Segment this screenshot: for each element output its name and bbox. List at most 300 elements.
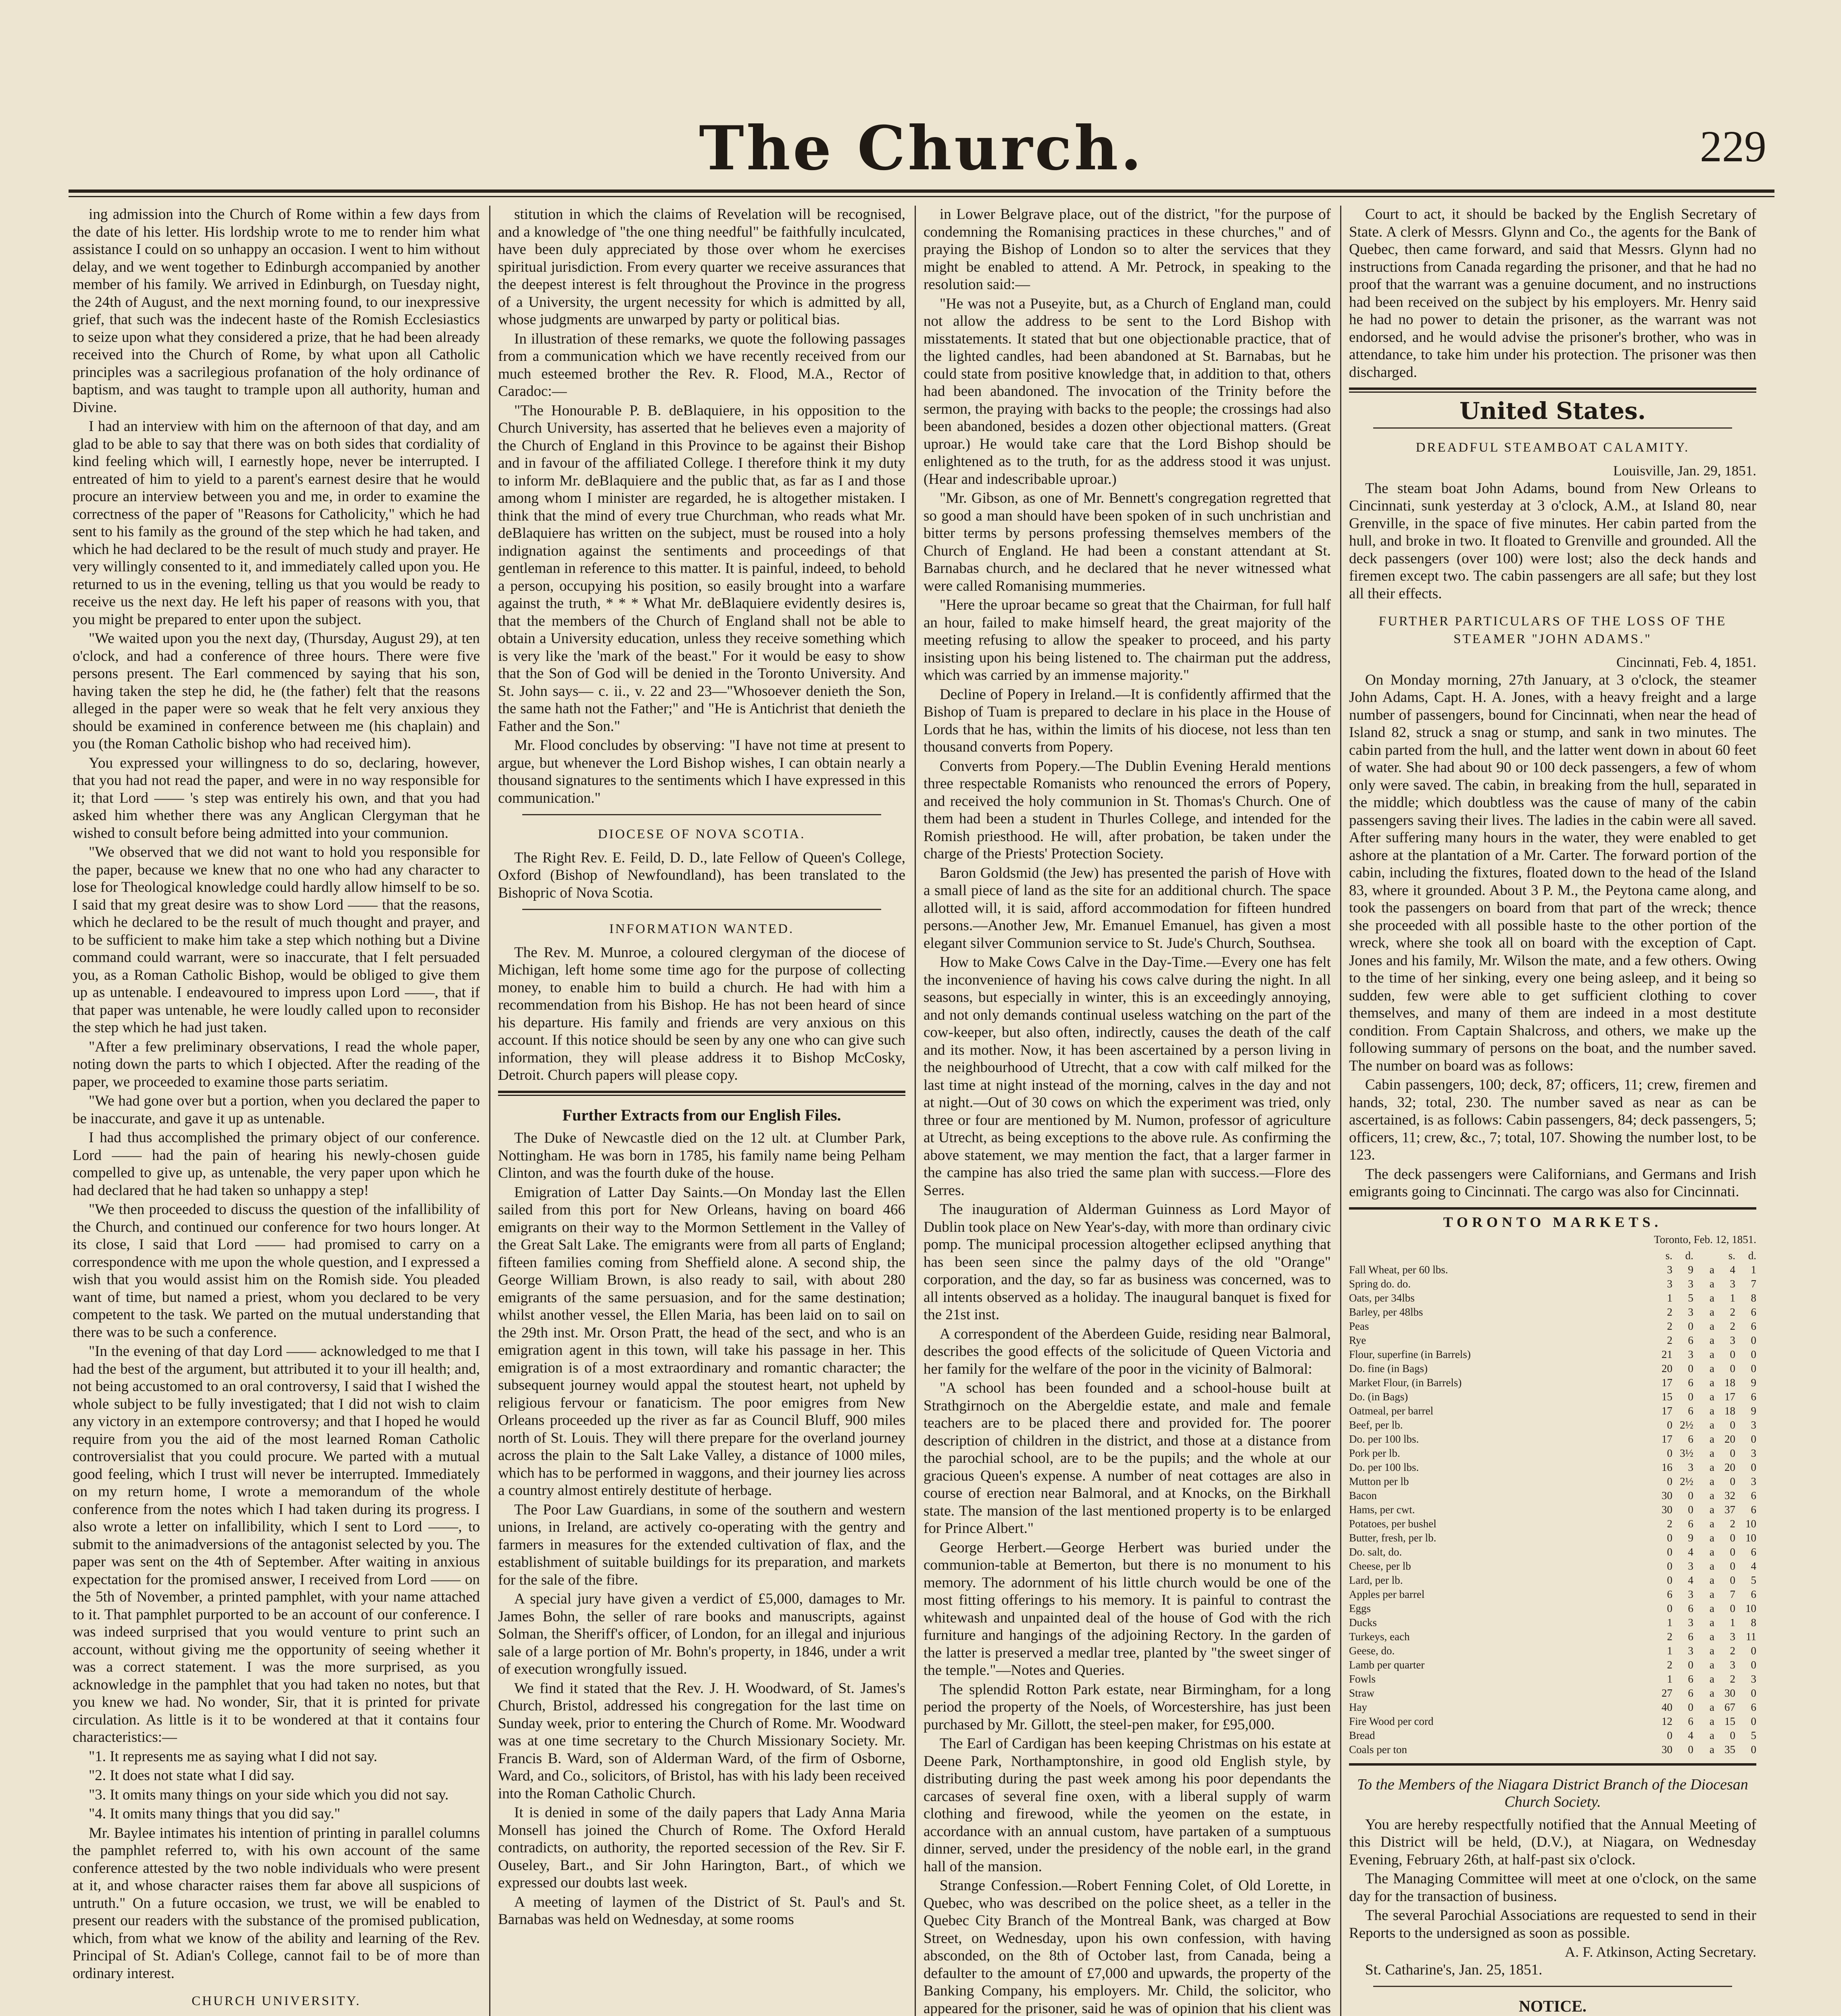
markets-unit: s. xyxy=(1665,1249,1672,1262)
market-price: a xyxy=(1710,1630,1714,1643)
market-price: 6 xyxy=(1688,1687,1693,1699)
market-price: 30 xyxy=(1662,1743,1672,1756)
markets-table xyxy=(1349,1249,1756,1757)
market-price: 0 xyxy=(1688,1658,1693,1671)
market-price: a xyxy=(1710,1418,1714,1431)
market-price: 6 xyxy=(1751,1320,1756,1332)
market-price: 4 xyxy=(1688,1729,1693,1741)
market-price: 4 xyxy=(1751,1560,1756,1572)
market-price: 0 xyxy=(1751,1334,1756,1346)
article-paragraph: stitution in which the claims of Revelation will be recognised, and a knowledge of "the one thing needful" be faithfully inculcated, have been duly appreciated by those over whom he exercises spiritual jurisdiction. From every quarter we receive assurances that the deepest interest is felt throughout the Province in the progress of a University, the urgent necessity for which is admitted by all, whose judgments are unwarped by party or political bias. xyxy=(498,206,905,328)
market-price: 0 xyxy=(1667,1447,1672,1459)
market-price: 0 xyxy=(1751,1433,1756,1445)
market-price: a xyxy=(1710,1574,1714,1586)
article-paragraph: A correspondent of the Aberdeen Guide, residing near Balmoral, describes the good effects of the solicitude of Queen Victoria and her family for the welfare of the poor in the vicinity of Balmoral: xyxy=(924,1325,1331,1377)
market-price: 1 xyxy=(1730,1291,1735,1304)
market-price: 0 xyxy=(1688,1503,1693,1516)
table-row xyxy=(1349,1333,1756,1347)
dateline: St. Catharine's, Jan. 25, 1851. xyxy=(1365,1961,1543,1978)
table-row xyxy=(1349,1362,1756,1376)
newspaper-title: The Church. xyxy=(699,113,1144,184)
signature: A. F. Atkinson, Acting Secretary. xyxy=(1565,1944,1756,1960)
market-price: 2 xyxy=(1667,1517,1672,1530)
article-paragraph: We find it stated that the Rev. J. H. Woodward, of St. James's Church, Bristol, addressed his congregation for the last time on Sunday week, prior to entering the Church of Rome. Mr. Woodward was at one time secretary to the Church Missionary Society. Mr. Francis B. Ward, son of Alderman Ward, of the firm of Osborne, Ward, and Co., solicitors, of Bristol, has with his lady been received into the Roman Catholic Church. xyxy=(498,1680,905,1802)
markets-unit xyxy=(1693,1249,1714,1263)
market-item: Cheese, per lb xyxy=(1349,1560,1411,1572)
market-item: Fowls xyxy=(1349,1672,1376,1685)
market-price: 0 xyxy=(1688,1701,1693,1713)
market-item: Barley, per 48lbs xyxy=(1349,1306,1423,1318)
divider xyxy=(522,814,881,815)
markets-title: TORONTO MARKETS. xyxy=(1443,1214,1662,1230)
market-price: a xyxy=(1710,1517,1714,1530)
divider xyxy=(522,909,881,910)
market-price: 3 xyxy=(1751,1418,1756,1431)
column-4 xyxy=(1349,206,1756,2016)
article-paragraph: A meeting of laymen of the District of St. Paul's and St. Barnabas was held on Wednesday, at some rooms xyxy=(498,1893,905,1928)
market-item: Do. (in Bags) xyxy=(1349,1390,1408,1403)
article-paragraph: You expressed your willingness to do so, declaring, however, that you had not read the paper, and were in no way responsible for it; that Lord —— 's step was entirely his own, and that you had asked him whether there was any Anglican Clergyman that he wished to consult before being admitted into your communion. xyxy=(73,754,480,841)
page-number: 229 xyxy=(1700,122,1766,171)
section-heading: Further Extracts from our English Files. xyxy=(562,1106,841,1124)
market-price: 4 xyxy=(1688,1545,1693,1558)
market-price: a xyxy=(1710,1277,1714,1290)
table-row xyxy=(1349,1531,1756,1545)
table-row xyxy=(1349,1291,1756,1305)
market-price: 0 xyxy=(1730,1729,1735,1741)
table-row xyxy=(1349,1644,1756,1658)
article-paragraph: Baron Goldsmid (the Jew) has presented the parish of Hove with a small piece of land as the site for an additional church. The space allotted will, it is said, afford accommodation for fifteen hundred persons.—Another Jew, Mr. Emanuel Emanuel, has given a most elegant silver Communion service to St. Jude's Church, Southsea. xyxy=(924,864,1331,952)
divider xyxy=(1349,1207,1756,1210)
market-item: Do. fine (in Bags) xyxy=(1349,1362,1428,1375)
market-price: a xyxy=(1710,1404,1714,1417)
market-price: 3 xyxy=(1688,1461,1693,1473)
market-price: 7 xyxy=(1751,1277,1756,1290)
market-price: 8 xyxy=(1751,1291,1756,1304)
market-price: a xyxy=(1710,1616,1714,1629)
market-price: 37 xyxy=(1724,1503,1735,1516)
market-price: a xyxy=(1710,1672,1714,1685)
market-price: 0 xyxy=(1667,1729,1672,1741)
column-divider xyxy=(489,206,490,2016)
market-price: 0 xyxy=(1751,1362,1756,1375)
market-price: 18 xyxy=(1724,1376,1735,1389)
market-price: a xyxy=(1710,1390,1714,1403)
market-item: Oats, per 34lbs xyxy=(1349,1291,1415,1304)
table-row xyxy=(1349,1686,1756,1700)
market-price: 1 xyxy=(1730,1616,1735,1629)
table-row xyxy=(1349,1616,1756,1630)
article-paragraph: "He was not a Puseyite, but, as a Church of England man, could not allow the address to be sent to the Lord Bishop with misstatements. It stated that but one objectionable practice, that of the lighted candles, had been abandoned at St. Barnabas, but he could state from positive knowledge that, in addition to that, others had been abandoned. The invocation of the Trinity before the sermon, the praying with backs to the people; the crossings had also been abandoned, besides a dozen other objectional matters. (Great uproar.) He would take care that the Lord Bishop should be enlightened as to the truth, for as the address stood it was unjust. (Hear and indescribable uproar.) xyxy=(924,295,1331,487)
table-row xyxy=(1349,1729,1756,1743)
article-paragraph: The steam boat John Adams, bound from New Orleans to Cincinnati, sunk yesterday at 3 o'clock, A.M., at Island 80, near Grenville, in the space of five minutes. Her cabin parted from the hull, and broke in two. It floated to Grenville and grounded. All the deck passengers (over 100) were lost; also the deck hands and firemen except two. The cabin passengers are all safe; but they lost all their effects. xyxy=(1349,480,1756,602)
article-paragraph: "1. It represents me as saying what I did not say. xyxy=(89,1748,377,1765)
article-paragraph: The Duke of Newcastle died on the 12 ult. at Clumber Park, Nottingham. He was born in 1785, his family name being Pelham Clinton, and was the fourth duke of the house. xyxy=(498,1130,905,1181)
article-paragraph: "2. It does not state what I did say. xyxy=(89,1767,295,1784)
market-price: 9 xyxy=(1688,1531,1693,1544)
article-paragraph: "3. It omits many things on your side which you did not say. xyxy=(89,1786,449,1803)
market-price: 0 xyxy=(1688,1320,1693,1332)
market-price: 0 xyxy=(1751,1461,1756,1473)
market-item: Oatmeal, per barrel xyxy=(1349,1404,1434,1417)
market-price: 2 xyxy=(1667,1334,1672,1346)
market-price: 0 xyxy=(1730,1531,1735,1544)
market-price: 8 xyxy=(1751,1616,1756,1629)
markets-unit: s. xyxy=(1728,1249,1735,1262)
column-2 xyxy=(498,206,905,2016)
market-price: 3 xyxy=(1730,1630,1735,1643)
article-paragraph: I had thus accomplished the primary object of our conference. Lord —— had the pain of hearing his newly-chosen guide compelled to give up, as untenable, the very paper upon which he had declared that he had taken so unhappy a step! xyxy=(73,1129,480,1199)
market-price: 0 xyxy=(1688,1362,1693,1375)
table-row xyxy=(1349,1390,1756,1404)
market-price: 1 xyxy=(1667,1644,1672,1657)
divider xyxy=(1373,427,1732,429)
article-paragraph: Cabin passengers, 100; deck, 87; officers, 11; crew, firemen and hands, 32; total, 230. The number saved as near as can be ascertained, is as follows: Cabin passengers, 84; deck passengers, 5; officers, 11; crew, &c., 7; total, 107. Showing the number lost, to be 123. xyxy=(1349,1077,1756,1163)
market-price: 0 xyxy=(1667,1574,1672,1586)
market-price: a xyxy=(1710,1376,1714,1389)
table-row xyxy=(1349,1587,1756,1602)
col4-body xyxy=(1349,206,1756,381)
column-divider xyxy=(1340,206,1341,2016)
market-price: a xyxy=(1710,1461,1714,1473)
article-paragraph: A special jury have given a verdict of £5,000, damages to Mr. James Bohn, the seller of rare books and manuscripts, against Solman, the Sheriff's officer, of London, for an illegal and injurious sale of a large portion of Mr. Bohn's property, in 1846, under a writ of execution wrongfully issued. xyxy=(498,1591,905,1677)
article-paragraph: The inauguration of Alderman Guinness as Lord Mayor of Dublin took place on New Year's-day, with more than ordinary civic pomp. The municipal procession altogether eclipsed anything that has been seen since the palmy days of the old "Orange" corporation, and the day, so far as business was concerned, was to all intents observed as a holiday. The inaugural banquet is fixed for the 21st inst. xyxy=(924,1201,1331,1323)
market-item: Beef, per lb. xyxy=(1349,1418,1403,1431)
market-price: 2 xyxy=(1667,1320,1672,1332)
market-item: Market Flour, (in Barrels) xyxy=(1349,1376,1462,1389)
table-row xyxy=(1349,1743,1756,1757)
section-heading: INFORMATION WANTED. xyxy=(609,922,794,936)
market-price: 0 xyxy=(1730,1602,1735,1614)
article-paragraph: The deck passengers were Californians, and Germans and Irish emigrants going to Cincinnati. The cargo was also for Cincinnati. xyxy=(1349,1166,1756,1200)
market-price: 0 xyxy=(1688,1743,1693,1756)
market-price: 0 xyxy=(1667,1531,1672,1544)
table-row xyxy=(1349,1517,1756,1531)
market-price: 0 xyxy=(1730,1475,1735,1487)
market-price: 3 xyxy=(1667,1263,1672,1276)
divider xyxy=(1373,1986,1732,1987)
col2-body xyxy=(498,206,905,807)
article-paragraph: Decline of Popery in Ireland.—It is confidently affirmed that the Bishop of Tuam is prepared to declare in his place in the House of Lords that he has, within the limits of his diocese, not less than ten thousand converts from Popery. xyxy=(924,686,1331,755)
market-item: Rye xyxy=(1349,1334,1366,1346)
article-paragraph: George Herbert.—George Herbert was buried under the communion-table at Bemerton, but there is no monument to his memory. The adornment of his little church would be one of the most fitting offerings to his memory. It is painful to contrast the whitewash and unpainted deal of the house of God with the rich furniture and hangings of the adjoining Rectory. In the garden of the latter is preserved a medlar tree, planted by "the sweet singer of the temple."—Notes and Queries. xyxy=(924,1539,1331,1679)
market-price: 0 xyxy=(1751,1743,1756,1756)
section-heading: NOTICE. xyxy=(1519,1997,1587,2015)
market-price: 3½ xyxy=(1680,1447,1693,1459)
market-price: 3 xyxy=(1688,1348,1693,1360)
market-price: 3 xyxy=(1688,1306,1693,1318)
article-paragraph: You are hereby respectfully notified that the Annual Meeting of this District will be held, (D.V.), at Niagara, on Wednesday Evening, February 26th, at half-past six o'clock. xyxy=(1349,1816,1756,1868)
divider xyxy=(498,1091,905,1093)
market-price: 6 xyxy=(1751,1390,1756,1403)
table-row xyxy=(1349,1714,1756,1729)
market-price: a xyxy=(1710,1644,1714,1657)
market-price: a xyxy=(1710,1362,1714,1375)
market-item: Hams, per cwt. xyxy=(1349,1503,1415,1516)
market-price: a xyxy=(1710,1560,1714,1572)
market-price: 1 xyxy=(1667,1291,1672,1304)
market-price: 9 xyxy=(1751,1376,1756,1389)
markets-units-row xyxy=(1349,1249,1756,1263)
article-paragraph: The Earl of Cardigan has been keeping Christmas on his estate at Deene Park, Northamptonshire, in good old English style, by distributing during the past week among his poor dependants the carcases of several fine oxen, with a liberal supply of warm clothing and firewood, while the yeomen on the estate, in accordance with an annual custom, have partaken of a sumptuous dinner, served, under the presidency of the noble earl, in the grand hall of the mansion. xyxy=(924,1735,1331,1875)
table-row xyxy=(1349,1305,1756,1319)
market-price: a xyxy=(1710,1701,1714,1713)
market-price: 15 xyxy=(1662,1390,1672,1403)
article-paragraph: Court to act, it should be backed by the English Secretary of State. A clerk of Messrs. Glynn and Co., the agents for the Bank of Quebec, then came forward, and said that Messrs. Glynn had no instructions from Canada regarding the prisoner, and that he had no proof that the warrant was a genuine document, and no instructions had been received on the subject by his employers. Mr. Henry said he had no power to detain the prisoner, as the warrant was not endorsed, and he would advise the prisoner's brother, who was in attendance, to take him under his protection. The prisoner was then discharged. xyxy=(1349,206,1756,381)
market-price: 12 xyxy=(1662,1715,1672,1727)
market-item: Fire Wood per cord xyxy=(1349,1715,1434,1727)
market-price: 1 xyxy=(1667,1672,1672,1685)
market-price: 0 xyxy=(1751,1715,1756,1727)
market-price: 2½ xyxy=(1680,1418,1693,1431)
article-paragraph: Converts from Popery.—The Dublin Evening Herald mentions three respectable Romanists who renounced the errors of Popery, and received the holy communion in St. Thomas's Church. One of them had been a student in Thurles College, and intended for the Romish priesthood. He will, after probation, be taken under the charge of the Priests' Protection Society. xyxy=(924,758,1331,862)
article-paragraph: In illustration of these remarks, we quote the following passages from a communication which we have recently received from our much esteemed brother the Rev. R. Flood, M.A., Rector of Caradoc:— xyxy=(498,330,905,400)
market-price: 35 xyxy=(1724,1743,1735,1756)
market-price: 2½ xyxy=(1680,1475,1693,1487)
extracts-body xyxy=(498,1129,905,1929)
market-price: 0 xyxy=(1751,1687,1756,1699)
markets-date: Toronto, Feb. 12, 1851. xyxy=(1654,1233,1756,1245)
market-price: 20 xyxy=(1724,1433,1735,1445)
market-price: 0 xyxy=(1730,1362,1735,1375)
market-price: 2 xyxy=(1730,1320,1735,1332)
market-price: 6 xyxy=(1688,1433,1693,1445)
market-price: a xyxy=(1710,1545,1714,1558)
section-heading: FURTHER PARTICULARS OF THE LOSS OF THE STEAMER "JOHN ADAMS." xyxy=(1378,614,1727,646)
market-price: a xyxy=(1710,1588,1714,1600)
market-price: 4 xyxy=(1688,1574,1693,1586)
table-row xyxy=(1349,1475,1756,1489)
market-item: Fall Wheat, per 60 lbs. xyxy=(1349,1263,1448,1276)
masthead-rule-thin xyxy=(69,196,1774,197)
market-price: 17 xyxy=(1662,1404,1672,1417)
column-1 xyxy=(73,206,480,2016)
markets-item-header xyxy=(1349,1249,1651,1263)
market-price: 20 xyxy=(1662,1362,1672,1375)
column-divider xyxy=(915,206,916,2016)
market-price: 6 xyxy=(1688,1630,1693,1643)
article-paragraph: How to Make Cows Calve in the Day-Time.—Every one has felt the inconvenience of having his cows calve during the night. In all seasons, but especially in winter, this is an exceedingly annoying, and not only demands continual useless watching on the part of the cow-keeper, but also often, indirectly, causes the death of the calf and its mother. Now, it has been ascertained by a person living in the neighbourhood of Utrecht, that a cow with calf milked for the last time at night instead of the morning, calves in the day and not at night.—Out of 30 cows on which the experiment was tried, only three or four are mentioned by M. Numon, professor of agriculture at Utrecht, as being exceptions to the above rule. As confirming the above statement, we may mention the fact, that a larger farmer in the campine has also tried the same plan with success.—Flore des Serres. xyxy=(924,954,1331,1199)
market-price: 0 xyxy=(1730,1560,1735,1572)
market-price: 40 xyxy=(1662,1701,1672,1713)
table-row xyxy=(1349,1446,1756,1460)
market-price: 6 xyxy=(1667,1588,1672,1600)
masthead-rule xyxy=(69,190,1774,193)
market-item: Spring do. do. xyxy=(1349,1277,1411,1290)
market-price: 18 xyxy=(1724,1404,1735,1417)
market-price: 2 xyxy=(1730,1306,1735,1318)
market-price: 9 xyxy=(1751,1404,1756,1417)
market-item: Apples per barrel xyxy=(1349,1588,1425,1600)
market-price: 3 xyxy=(1751,1447,1756,1459)
market-item: Peas xyxy=(1349,1320,1369,1332)
market-price: a xyxy=(1710,1433,1714,1445)
market-item: Straw xyxy=(1349,1687,1374,1699)
market-price: 17 xyxy=(1662,1433,1672,1445)
market-price: 7 xyxy=(1730,1588,1735,1600)
table-row xyxy=(1349,1630,1756,1644)
market-price: 16 xyxy=(1662,1461,1672,1473)
market-price: a xyxy=(1710,1291,1714,1304)
article-paragraph: Emigration of Latter Day Saints.—On Monday last the Ellen sailed from this port for New Orleans, having on board 466 emigrants on their way to the Mormon Settlement in the Valley of the Great Salt Lake. The emigrants were from all parts of England; fifteen families coming from Sheffield alone. A second ship, the George William Brown, is also ready to sail, with about 280 emigrants of the same persuasion, and for the same destination; whilst another vessel, the Ellen Maria, has been laid on to sail on the 29th inst. Mr. Orson Pratt, the head of the sect, and who is an emigration agent in this town, will take his passage in her. This emigration is of a most extraordinary and romantic character; the subsequent journey would appal the stoutest heart, not upheld by religious fervour or fanaticism. The poor emigres from New Orleans proceeded up the river as far as Council Bluff, 900 miles north of St. Louis. They will there prepare for the overland journey across the plain to the Salt Lake Valley, a distance of 1000 miles, which has to be performed in waggons, and their journey lies across a country almost entirely destitute of herbage. xyxy=(498,1184,905,1499)
market-price: 10 xyxy=(1745,1531,1756,1544)
market-price: 2 xyxy=(1667,1658,1672,1671)
market-price: 17 xyxy=(1662,1376,1672,1389)
market-item: Turkeys, each xyxy=(1349,1630,1410,1643)
market-price: 30 xyxy=(1662,1503,1672,1516)
market-price: 0 xyxy=(1730,1447,1735,1459)
market-price: a xyxy=(1710,1531,1714,1544)
table-row xyxy=(1349,1418,1756,1432)
market-price: 11 xyxy=(1746,1630,1756,1643)
market-price: 20 xyxy=(1724,1461,1735,1473)
market-price: a xyxy=(1710,1503,1714,1516)
market-item: Bread xyxy=(1349,1729,1375,1741)
market-price: 3 xyxy=(1688,1560,1693,1572)
market-price: 10 xyxy=(1745,1517,1756,1530)
market-item: Lard, per lb. xyxy=(1349,1574,1403,1586)
market-price: 6 xyxy=(1751,1306,1756,1318)
article-paragraph: "After a few preliminary observations, I read the whole paper, noting down the parts to which I objected. After the reading of the paper, we proceeded to examine those parts seriatim. xyxy=(73,1038,480,1090)
market-price: 0 xyxy=(1667,1475,1672,1487)
market-price: a xyxy=(1710,1447,1714,1459)
market-price: a xyxy=(1710,1687,1714,1699)
market-price: 17 xyxy=(1724,1390,1735,1403)
market-item: Bacon xyxy=(1349,1489,1377,1502)
table-row xyxy=(1349,1658,1756,1672)
article-paragraph: On Monday morning, 27th January, at 3 o'clock, the steamer John Adams, Capt. H. A. Jones, with a heavy freight and a large number of passengers, bound for Cincinnati, when near the head of Island 82, struck a snag or stump, and sank in two minutes. The cabin parted from the hull, and the latter went down in about 60 feet of water. She had about 90 or 100 deck passengers, a few of whom only were saved. The cabin, in breaking from the hull, separated in the middle; which doubtless was the cause of many of the cabin passengers saving their lives. The ladies in the cabin were all saved. After suffering many hours in the water, they were enabled to get ashore at the plantation of a Mr. Carter. The forward portion of the cabin, including the fixtures, floated down to the head of the Island 83, where it grounded. About 3 P. M., the Peytona came along, and took the passengers on board from that part of the wreck; thence she proceeded with all possible haste to the other portion of the wreck, where she took all on board with the exception of Capt. Jones and his family, Mr. Wilson the mate, and a few others. Owing to the time of her sinking, every one being asleep, and it being so sudden, few were able to get sufficient clothing to cover themselves, and many of them are indeed in a most destitute condition. From Captain Shalcross, and others, we make up the following summary of persons on the boat, and the number saved. The number on board was as follows: xyxy=(1349,671,1756,1074)
column-3 xyxy=(924,206,1331,2016)
table-row xyxy=(1349,1404,1756,1418)
article-paragraph: Mr. Baylee intimates his intention of printing in parallel columns the pamphlet referred to, with his own account of the same conference attested by the two noble individuals who were present at it, and whose character raises them far above all suspicions of untruth." On a future occasion, we trust, we will be enabled to present our readers with the substance of the promised publication, which, from what we know of the ability and learning of the Rev. Principal of St. Adian's College, cannot fail to be of more than ordinary interest. xyxy=(73,1824,480,1982)
article-paragraph: The Right Rev. E. Feild, D. D., late Fellow of Queen's College, Oxford (Bishop of Newfoundland), has been translated to the Bishopric of Nova Scotia. xyxy=(498,849,905,901)
market-price: 32 xyxy=(1724,1489,1735,1502)
market-item: Do. per 100 lbs. xyxy=(1349,1433,1419,1445)
article-paragraph: The Managing Committee will meet at one o'clock, on the same day for the transaction of business. xyxy=(1349,1870,1756,1905)
market-item: Pork per lb. xyxy=(1349,1447,1400,1459)
market-price: a xyxy=(1710,1743,1714,1756)
table-row xyxy=(1349,1672,1756,1686)
article-paragraph: The several Parochial Associations are requested to send in their Reports to the undersigned as soon as possible. xyxy=(1349,1907,1756,1941)
market-price: 0 xyxy=(1667,1418,1672,1431)
market-item: Coals per ton xyxy=(1349,1743,1407,1756)
market-price: a xyxy=(1710,1263,1714,1276)
market-item: Hay xyxy=(1349,1701,1367,1713)
market-price: 3 xyxy=(1730,1334,1735,1346)
section-heading: To the Members of the Niagara District Branch of the Diocesan Church Society. xyxy=(1357,1776,1748,1810)
market-price: 0 xyxy=(1688,1390,1693,1403)
divider xyxy=(1349,392,1756,393)
market-item: Do. salt, do. xyxy=(1349,1545,1402,1558)
section-heading: DIOCESE OF NOVA SCOTIA. xyxy=(598,827,806,841)
divider xyxy=(1349,387,1756,390)
article-paragraph: "4. It omits many things that you did say." xyxy=(89,1806,340,1822)
niagara-body xyxy=(1349,1816,1756,1942)
market-price: 6 xyxy=(1751,1701,1756,1713)
market-price: a xyxy=(1710,1348,1714,1360)
market-item: Ducks xyxy=(1349,1616,1377,1629)
market-item: Do. per 100 lbs. xyxy=(1349,1461,1419,1473)
market-price: a xyxy=(1710,1602,1714,1614)
market-price: 3 xyxy=(1730,1277,1735,1290)
market-price: 3 xyxy=(1751,1672,1756,1685)
market-item: Potatoes, per bushel xyxy=(1349,1517,1437,1530)
market-price: 0 xyxy=(1688,1489,1693,1502)
col1-body xyxy=(73,206,480,1982)
market-price: 6 xyxy=(1688,1715,1693,1727)
market-price: a xyxy=(1710,1489,1714,1502)
market-price: 2 xyxy=(1730,1672,1735,1685)
table-row xyxy=(1349,1263,1756,1277)
market-price: 1 xyxy=(1751,1263,1756,1276)
article-paragraph: "We then proceeded to discuss the question of the infallibility of the Church, and continued our conference for two hours longer. At its close, I said that Lord —— had promised to carry on a correspondence with me upon the whole question, and I expressed a wish that you would assist him on the Romish side. You pleaded want of time, but named a priest, whom you declared to be very competent to the task. We parted on the mutual understanding that there was to be such a conference. xyxy=(73,1201,480,1341)
article-paragraph: "We had gone over but a portion, when you declared the paper to be inaccurate, and gave it up as untenable. xyxy=(73,1093,480,1127)
table-row xyxy=(1349,1559,1756,1573)
market-price: 0 xyxy=(1730,1574,1735,1586)
article-paragraph: "Mr. Gibson, as one of Mr. Bennett's congregation regretted that so good a man should have been spoken of in such unchristian and bitter terms by persons professing themselves members of the Church of England. He had been a constant attendant at St. Barnabas church, and he declared that he never witnessed what were called Romanising mummeries. xyxy=(924,490,1331,594)
article-paragraph: "The Honourable P. B. deBlaquiere, in his opposition to the Church University, has asserted that he believes even a majority of the Church of England in this Province to be against their Bishop and in favour of the affiliated College. I therefore think it my duty to inform Mr. deBlaquiere and the public that, as far as I and those among whom I minister are regarded, he is altogether mistaken. I think that the mind of every true Churchman, who reads what Mr. deBlaquiere has written on the subject, must be roused into a holy indignation against the sentiments and proceedings of that gentleman in reference to this matter. It is painful, indeed, to behold a person, occupying his position, so easily brought into a warfare against the truth, * * * What Mr. deBlaquiere evidently desires is, that the members of the Church of England shall not be able to obtain a University education, unless they receive something which is very like the 'mark of the beast.'' For it would be easy to show that the Son of God will be denied in the Toronto University. And St. John says— c. ii., v. 22 and 23—"Whosoever denieth the Son, the same hath not the Father;" and "He is Antichrist that denieth the Father and the Son." xyxy=(498,402,905,735)
market-price: 6 xyxy=(1688,1404,1693,1417)
market-price: 6 xyxy=(1688,1672,1693,1685)
markets-unit: d. xyxy=(1748,1249,1756,1262)
market-price: 27 xyxy=(1662,1687,1672,1699)
col3-body xyxy=(924,206,1331,2016)
market-price: 0 xyxy=(1751,1644,1756,1657)
masthead xyxy=(69,97,1774,190)
article-paragraph: It is denied in some of the daily papers that Lady Anna Maria Monsell has joined the Church of Rome. The Oxford Herald contradicts, on authority, the reported secession of the Rev. Sir F. Ouseley, Bart., and Sir John Harington, Bart., of which we expressed our doubts last week. xyxy=(498,1804,905,1891)
market-price: a xyxy=(1710,1658,1714,1671)
article-paragraph: The splendid Rotton Park estate, near Birmingham, for a long period the property of the Noels, of Worcestershire, has just been purchased by Mr. Gillott, the steel-pen maker, for £95,000. xyxy=(924,1681,1331,1733)
market-price: a xyxy=(1710,1475,1714,1487)
table-row xyxy=(1349,1432,1756,1446)
article-paragraph: "In the evening of that day Lord —— acknowledged to me that I had the best of the argument, but attributed it to your ill health; and, not being accustomed to an oral controversy, I said that I wished the whole subject to be fully investigated; that I did not wish to claim any victory in an extempore controversy; and that I hoped he would require from you the aid of the most learned Roman Catholic controversialist that you could procure. We parted with a mutual good feeling, which I trust will never be interrupted. Immediately on my return home, I wrote a memorandum of the whole conference from the notes which I had taken during its progress. I also wrote a letter on infallibility, which I sent to Lord ——, to submit to the animadversions of the antagonist selected by you. The paper was sent on the 4th of September. After waiting in anxious expectation for the promised answer, I received from Lord —— on the 5th of November, a printed pamphlet, with your name attached to it. That pamphlet purported to be an account of our conference. I was indeed surprised that you would venture to print such an account, without giving me the opportunity of seeing whether it was a correct statement. I was the more surprised, as you acknowledge in the pamphlet that you had taken no notes, but that you knew we had. No wonder, Sir, that it is printed for private circulation. As little is it to be wondered at that it contains four characteristics:— xyxy=(73,1343,480,1745)
section-heading: CHURCH UNIVERSITY. xyxy=(192,1994,361,2008)
market-price: 0 xyxy=(1667,1545,1672,1558)
markets-unit: d. xyxy=(1685,1249,1693,1262)
market-price: 5 xyxy=(1751,1574,1756,1586)
market-price: 5 xyxy=(1751,1729,1756,1741)
market-price: 30 xyxy=(1724,1687,1735,1699)
table-row xyxy=(1349,1700,1756,1714)
market-price: 0 xyxy=(1730,1545,1735,1558)
article-paragraph: "We observed that we did not want to hold you responsible for the paper, because we knew that no one who had any character to lose for Theological knowledge could hardly allow himself to be so. I said that my great desire was to show Lord —— that the reasons, which he declared to be the result of much thought and prayer, and to be sufficient to make him take a step which nothing but a Divine command could warrant, were so inaccurate, that I felt persuaded you, as a Roman Catholic Bishop, would be obliged to give them up as untenable. I endeavoured to impress upon Lord ——, that if that paper was untenable, he were loudly called upon to reconsider the step which he had just taken. xyxy=(73,844,480,1036)
section-heading: DREADFUL STEAMBOAT CALAMITY. xyxy=(1416,440,1690,455)
table-row xyxy=(1349,1376,1756,1390)
market-price: 0 xyxy=(1751,1348,1756,1360)
market-price: a xyxy=(1710,1334,1714,1346)
article-paragraph: The Rev. M. Munroe, a coloured clergyman of the diocese of Michigan, left home some time ago for the purpose of collecting money, to enable him to build a church. He had with him a recommendation from his Bishop. He has not been heard of since his departure. His family and friends are very anxious on this account. If this notice should be seen by any one who can give such information, they will please address it to Bishop McCosky, Detroit. Church papers will please copy. xyxy=(498,944,905,1083)
market-price: a xyxy=(1710,1715,1714,1727)
market-price: 3 xyxy=(1667,1277,1672,1290)
market-price: 2 xyxy=(1667,1306,1672,1318)
table-row xyxy=(1349,1347,1756,1362)
market-price: 3 xyxy=(1688,1644,1693,1657)
market-price: 0 xyxy=(1730,1348,1735,1360)
market-price: 0 xyxy=(1667,1602,1672,1614)
market-price: 3 xyxy=(1688,1616,1693,1629)
market-price: a xyxy=(1710,1729,1714,1741)
table-row xyxy=(1349,1489,1756,1503)
table-row xyxy=(1349,1319,1756,1333)
market-price: 2 xyxy=(1667,1630,1672,1643)
market-price: 4 xyxy=(1730,1263,1735,1276)
market-price: 21 xyxy=(1662,1348,1672,1360)
market-price: 9 xyxy=(1688,1263,1693,1276)
market-price: 6 xyxy=(1751,1545,1756,1558)
market-price: 1 xyxy=(1667,1616,1672,1629)
dateline: Cincinnati, Feb. 4, 1851. xyxy=(1616,654,1756,670)
market-item: Flour, superfine (in Barrels) xyxy=(1349,1348,1471,1360)
